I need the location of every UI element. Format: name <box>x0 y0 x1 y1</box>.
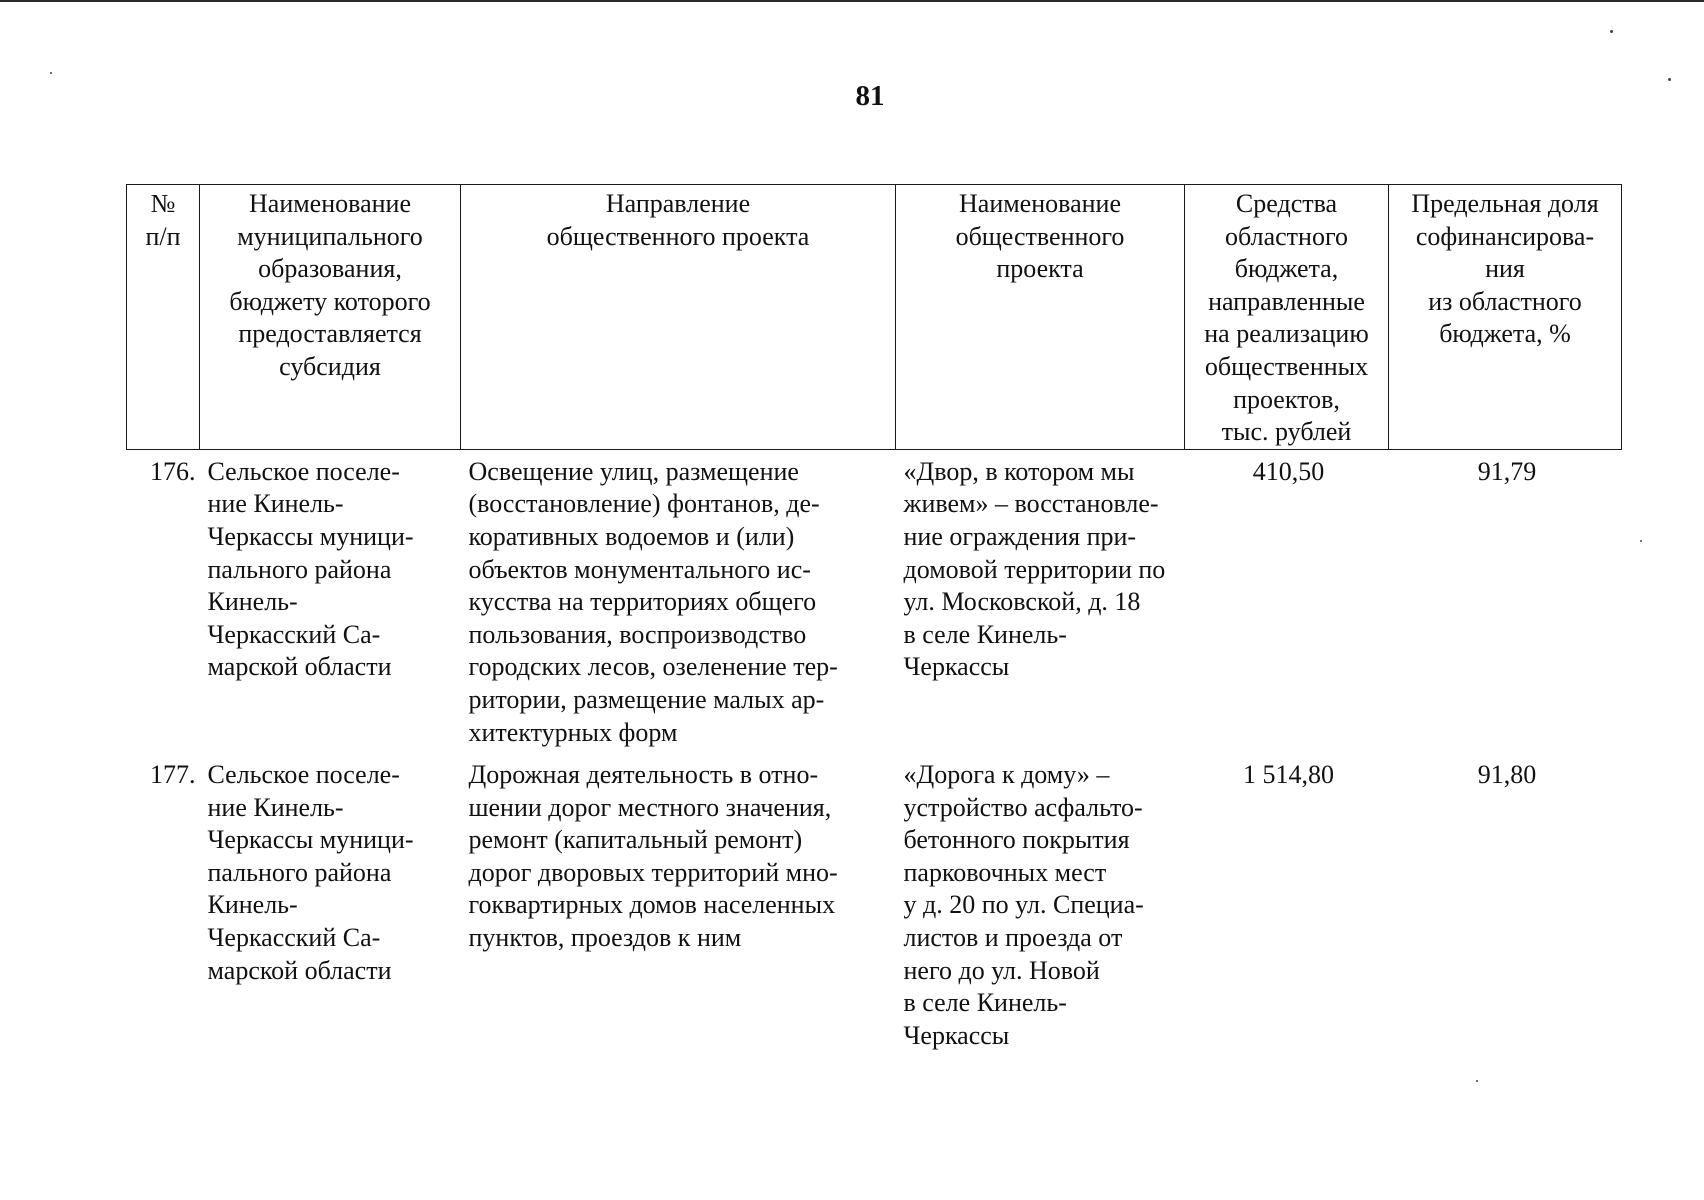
project-name-cell: «Дорога к дому» – устройство асфальто- бетонного покрытия парковочных мест у д. 20 по ул. Специа- листов и проезда от него до ул. Новой в селе Кинель- Черкассы <box>903 760 1144 1050</box>
direction-cell: Дорожная деятельность в отно- шении дорог местного значения, ремонт (капитальный ремонт) дорог дворовых территорий мно- гоквартирных домов населенных пунктов, проездов к ним <box>468 760 838 953</box>
scan-speck <box>1476 1080 1478 1082</box>
page-number: 81 <box>855 80 885 112</box>
table-header-row <box>127 185 1622 450</box>
header-funds: Средства областного бюджета, направленные на реализацию общественных проектов, тыс. рублей <box>1185 185 1389 450</box>
header-direction: Направление общественного проекта <box>461 185 896 450</box>
header-number: № п/п <box>127 185 200 450</box>
funds-cell: 1 514,80 <box>1243 760 1334 790</box>
municipality-cell: Сельское поселе- ние Кинель- Черкассы муници- пального района Кинель- Черкасский Са- марской области <box>207 456 414 682</box>
share-cell: 91,79 <box>1477 456 1537 486</box>
subsidy-table <box>126 184 1622 1052</box>
project-name-cell: «Двор, в котором мы живем» – восстановле- ние ограждения при- домовой территории по ул. Московской, д. 18 в селе Кинель- Черкассы <box>903 456 1166 682</box>
scan-speck <box>1610 30 1613 33</box>
header-municipality: Наименование муниципального образования, бюджету которого предоставляется субсидия <box>200 185 461 450</box>
header-share: Предельная доля софинансирова- ния из областного бюджета, % <box>1389 185 1622 450</box>
table-row <box>127 749 1622 1052</box>
scan-speck <box>1640 540 1642 542</box>
funds-cell: 410,50 <box>1252 456 1325 486</box>
share-cell: 91,80 <box>1477 760 1537 790</box>
scan-speck <box>1668 78 1671 81</box>
scan-speck <box>50 72 52 74</box>
header-project-name: Наименование общественного проекта <box>896 185 1185 450</box>
row-number: 176. <box>150 456 196 486</box>
table-row <box>127 449 1622 749</box>
top-border-line <box>0 0 1704 2</box>
municipality-cell: Сельское поселе- ние Кинель- Черкассы муници- пального района Кинель- Черкасский Са- марской области <box>207 760 414 985</box>
row-number: 177. <box>150 760 196 790</box>
direction-cell: Освещение улиц, размещение (восстановление) фонтанов, де- коративных водоемов и (или) объектов монументального ис- кусства на территориях общего пользования, воспроизводство городских лесов, озеленение тер- ритории, размещение малых ар- хитектурных форм <box>468 456 838 747</box>
